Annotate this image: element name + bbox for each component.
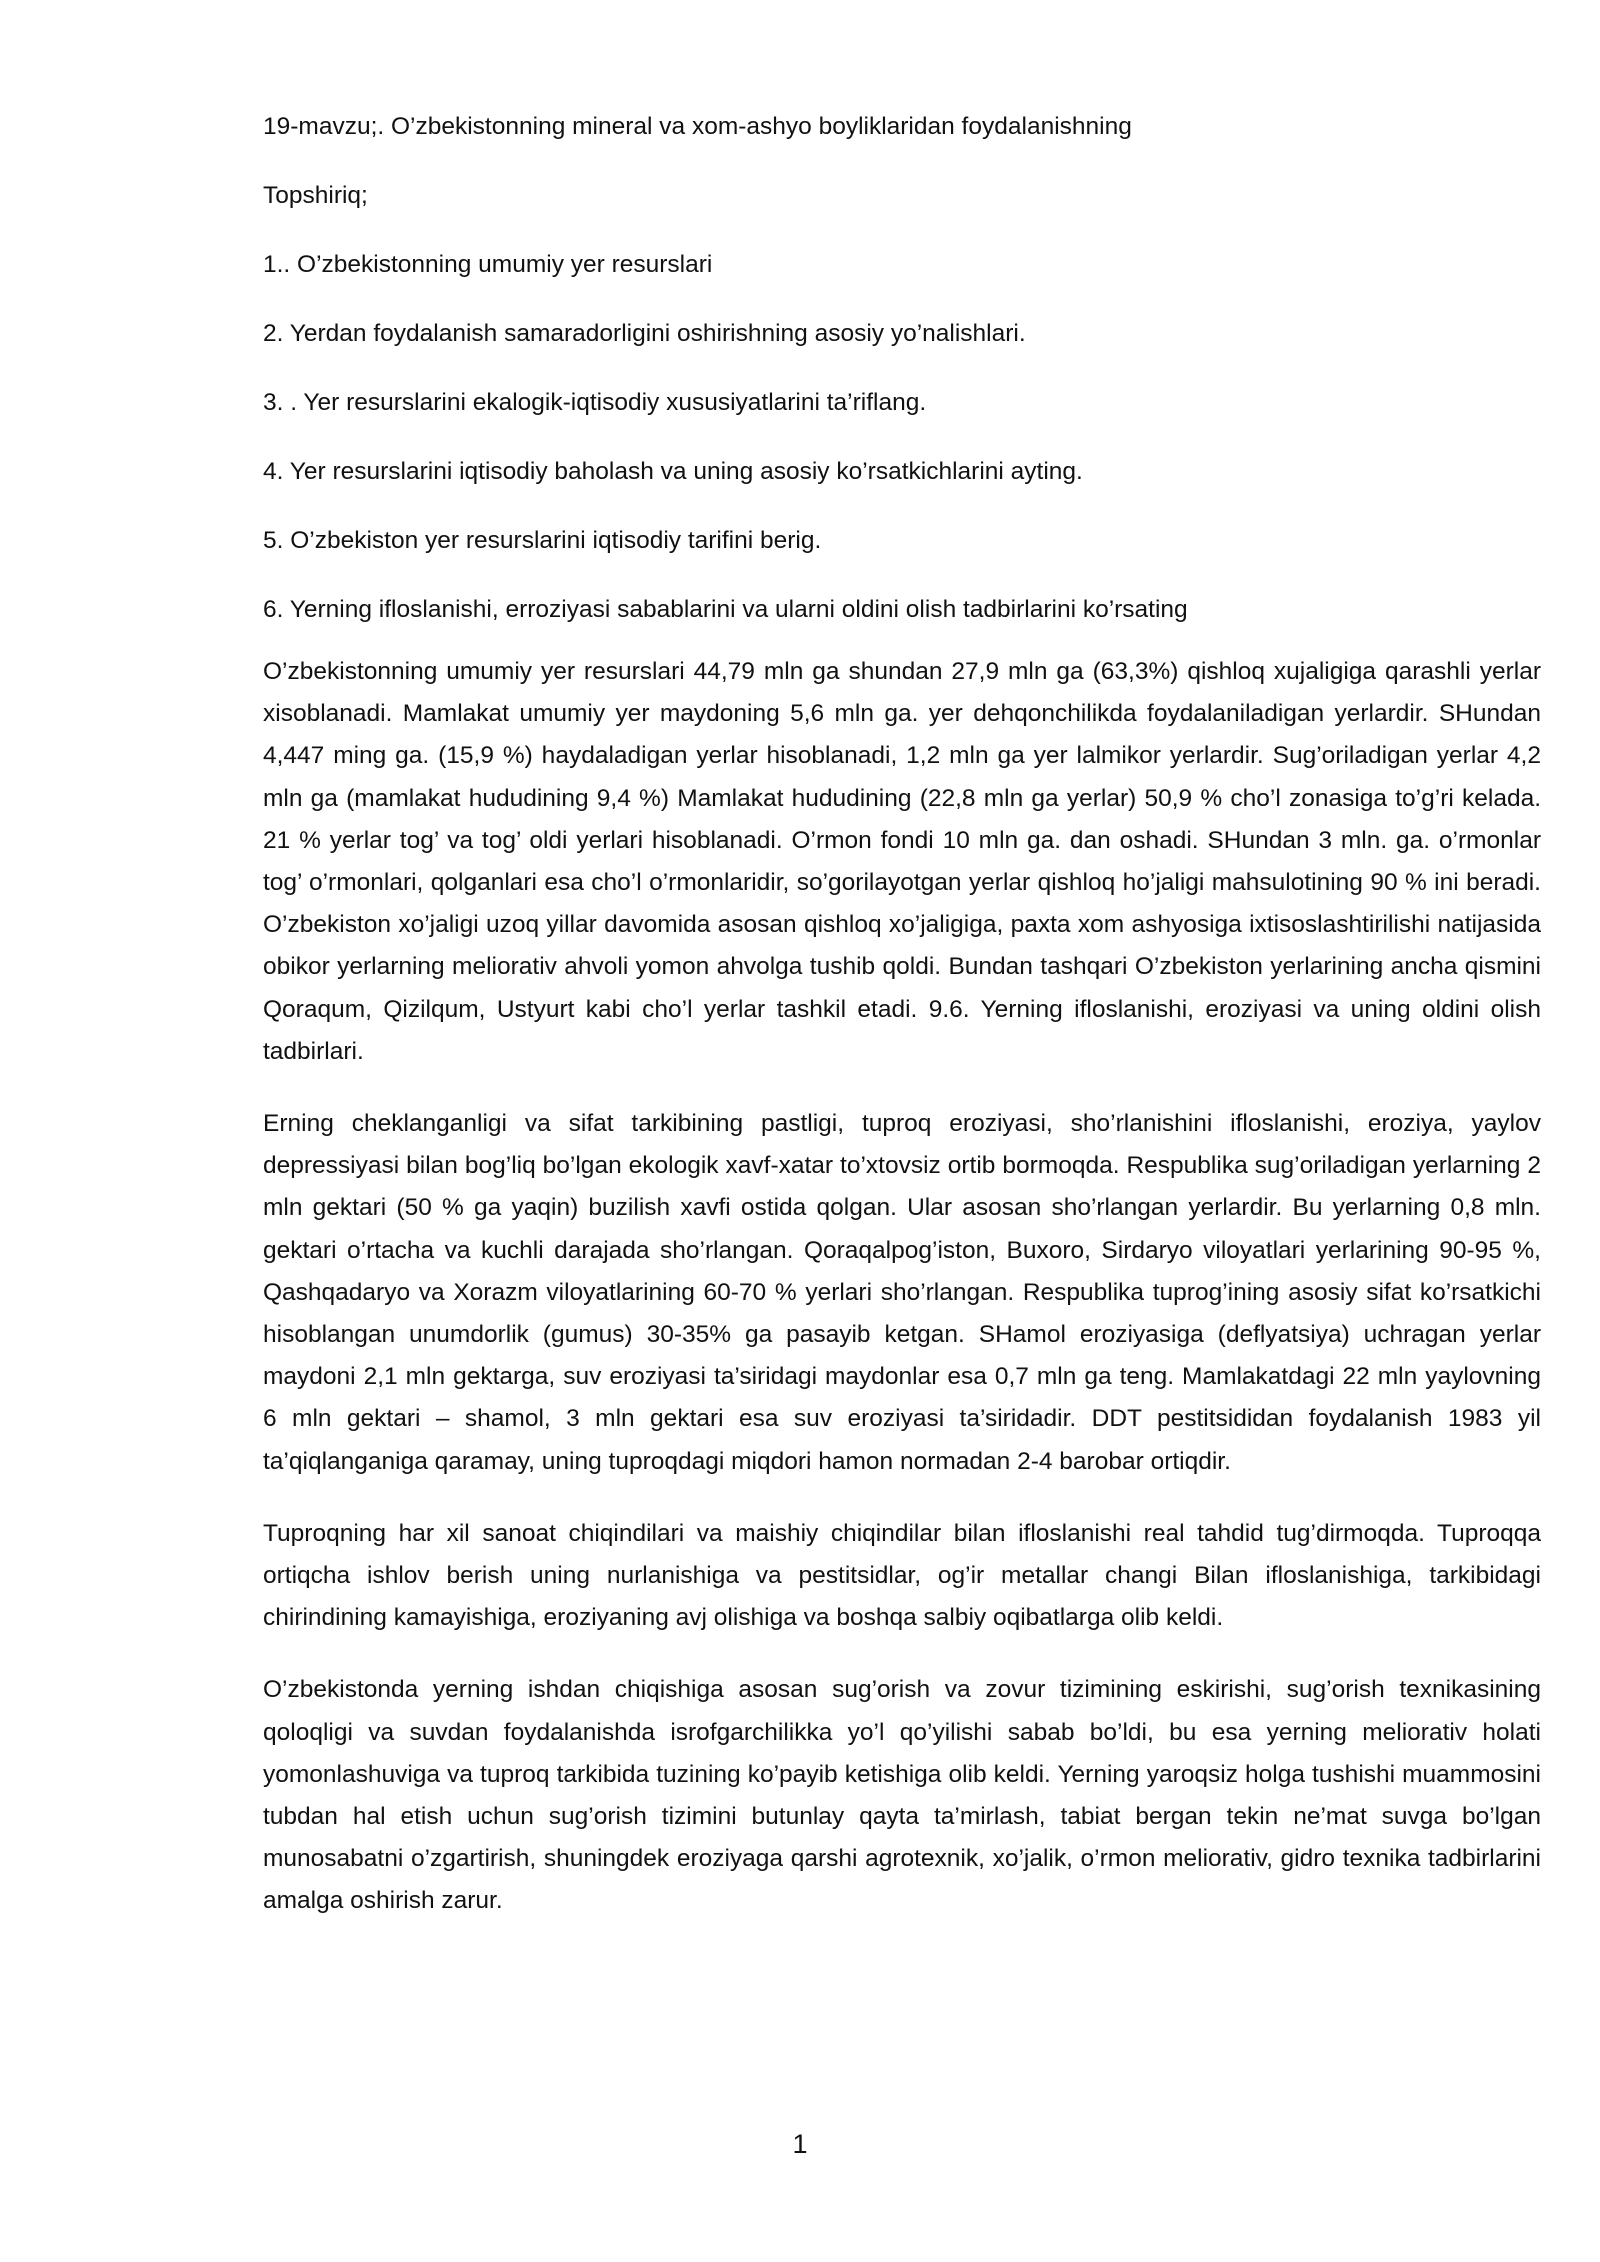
- document-title: 19-mavzu;. O’zbekistonning mineral va xom-ashyo boyliklaridan foydalanishning: [263, 113, 1132, 140]
- page-number: 1: [792, 2129, 808, 2159]
- paragraph-soil-pollution: Tuproqning har xil sanoat chiqindilari va maishiy chiqindilar bilan ifloslanishi real tahdid tug’dirmoqda. Tuproqqa ortiqcha ishlov berish uning nurlanishiga va pestitsidlar, og’ir metallar changi Bilan ifloslanishiga, tarkibidagi chirindining kamayishiga, eroziyaning avj olishiga va boshqa salbiy oqibatlarga olib keldi.: [263, 1519, 1541, 1632]
- paragraph-irrigation-measures: O’zbekistonda yerning ishdan chiqishiga asosan sug’orish va zovur tizimining eskirishi, sug’orish texnikasining qoloqligi va suvdan foydalanishda isrofgarchilikka yo’l qo’yilishi sabab bo’ldi, bu esa yerning meliorativ holati yomonlashuviga va tuproq tarkibida tuzining ko’payib ketishiga olib keldi. Yerning yaroqsiz holga tushishi muammosini tubdan hal etish uchun sug’orish tizimini butunlay qayta ta’mirlash, tabiat bergan tekin ne’mat suvga bo’lgan munosabatni o’zgartirish, shuningdek eroziyaga qarshi agrotexnik, xo’jalik, o’rmon meliorativ, gidro texnika tadbirlarini amalga oshirish zarur.: [263, 1676, 1541, 1915]
- task-item-1: 1.. O’zbekistonning umumiy yer resurslari: [263, 251, 713, 278]
- paragraph-ecological-risks: Erning cheklanganligi va sifat tarkibining pastligi, tuproq eroziyasi, sho’rlanishini ifloslanishi, eroziya, yaylov depressiyasi bilan bog’liq bo’lgan ekologik xavf-xatar to’xtovsiz ortib bormoqda. Respublika sug’oriladigan yerlarning 2 mln gektari (50 % ga yaqin) buzilish xavfi ostida qolgan. Ular asosan sho’rlangan yerlardir. Bu yerlarning 0,8 mln. gektari o’rtacha va kuchli darajada sho’rlangan. Qoraqalpog’iston, Buxoro, Sirdaryo viloyatlari yerlarining 90-95 %, Qashqadaryo va Xorazm viloyatlarining 60-70 % yerlari sho’rlangan. Respublika tuprog’ining asosiy sifat ko’rsatkichi hisoblangan unumdorlik (gumus) 30-35% ga pasayib ketgan. SHamol eroziyasiga (deflyatsiya) uchragan yerlar maydoni 2,1 mln gektarga, suv eroziyasi ta’siridagi maydonlar esa 0,7 mln ga teng. Mamlakatdagi 22 mln yaylovning 6 mln gektari – shamol, 3 mln gektari esa suv eroziyasi ta’siridadir. DDT pestitsididan foydalanish 1983 yil ta’qiqlanganiga qaramay, uning tuproqdagi miqdori hamon normadan 2-4 barobar ortiqdir.: [263, 1110, 1541, 1475]
- task-item-4: 4. Yer resurslarini iqtisodiy baholash va uning asosiy ko’rsatkichlarini ayting.: [263, 458, 1083, 485]
- task-item-6: 6. Yerning ifloslanishi, erroziyasi sabablarini va ularni oldini olish tadbirlarini ko’rsating: [263, 596, 1188, 623]
- paragraph-land-resources: O’zbekistonning umumiy yer resurslari 44,79 mln ga shundan 27,9 mln ga (63,3%) qishloq xujaligiga qarashli yerlar xisoblanadi. Mamlakat umumiy yer maydoning 5,6 mln ga. yer dehqonchilikda foydalaniladigan yerlardir. SHundan 4,447 ming ga. (15,9 %) haydaladigan yerlar hisoblanadi, 1,2 mln ga yer lalmikor yerlardir. Sug’oriladigan yerlar 4,2 mln ga (mamlakat hududining 9,4 %) Mamlakat hududining (22,8 mln ga yerlar) 50,9 % cho’l zonasiga to’g’ri kelada. 21 % yerlar tog’ va tog’ oldi yerlari hisoblanadi. O’rmon fondi 10 mln ga. dan oshadi. SHundan 3 mln. ga. o’rmonlar tog’ o’rmonlari, qolganlari esa cho’l o’rmonlaridir, so’gorilayotgan yerlar qishloq ho’jaligi mahsulotining 90 % ini beradi. O’zbekiston xo’jaligi uzoq yillar davomida asosan qishloq xo’jaligiga, paxta xom ashyosiga ixtisoslashtirilishi natijasida obikor yerlarning meliorativ ahvoli yomon ahvolga tushib qoldi. Bundan tashqari O’zbekiston yerlarining ancha qismini Qoraqum, Qizilqum, Ustyurt kabi cho’l yerlar tashkil etadi. 9.6. Yerning ifloslanishi, eroziyasi va uning oldini olish tadbirlari.: [263, 658, 1541, 1065]
- task-item-2: 2. Yerdan foydalanish samaradorligini oshirishning asosiy yo’nalishlari.: [263, 320, 1026, 347]
- document-page: [263, 110, 1541, 1953]
- task-label: Topshiriq;: [263, 182, 368, 209]
- task-list: [263, 248, 1541, 627]
- task-item-3: 3. . Yer resurslarini ekalogik-iqtisodiy xususiyatlarini ta’riflang.: [263, 389, 927, 416]
- task-item-5: 5. O’zbekiston yer resurslarini iqtisodiy tarifini berig.: [263, 527, 822, 554]
